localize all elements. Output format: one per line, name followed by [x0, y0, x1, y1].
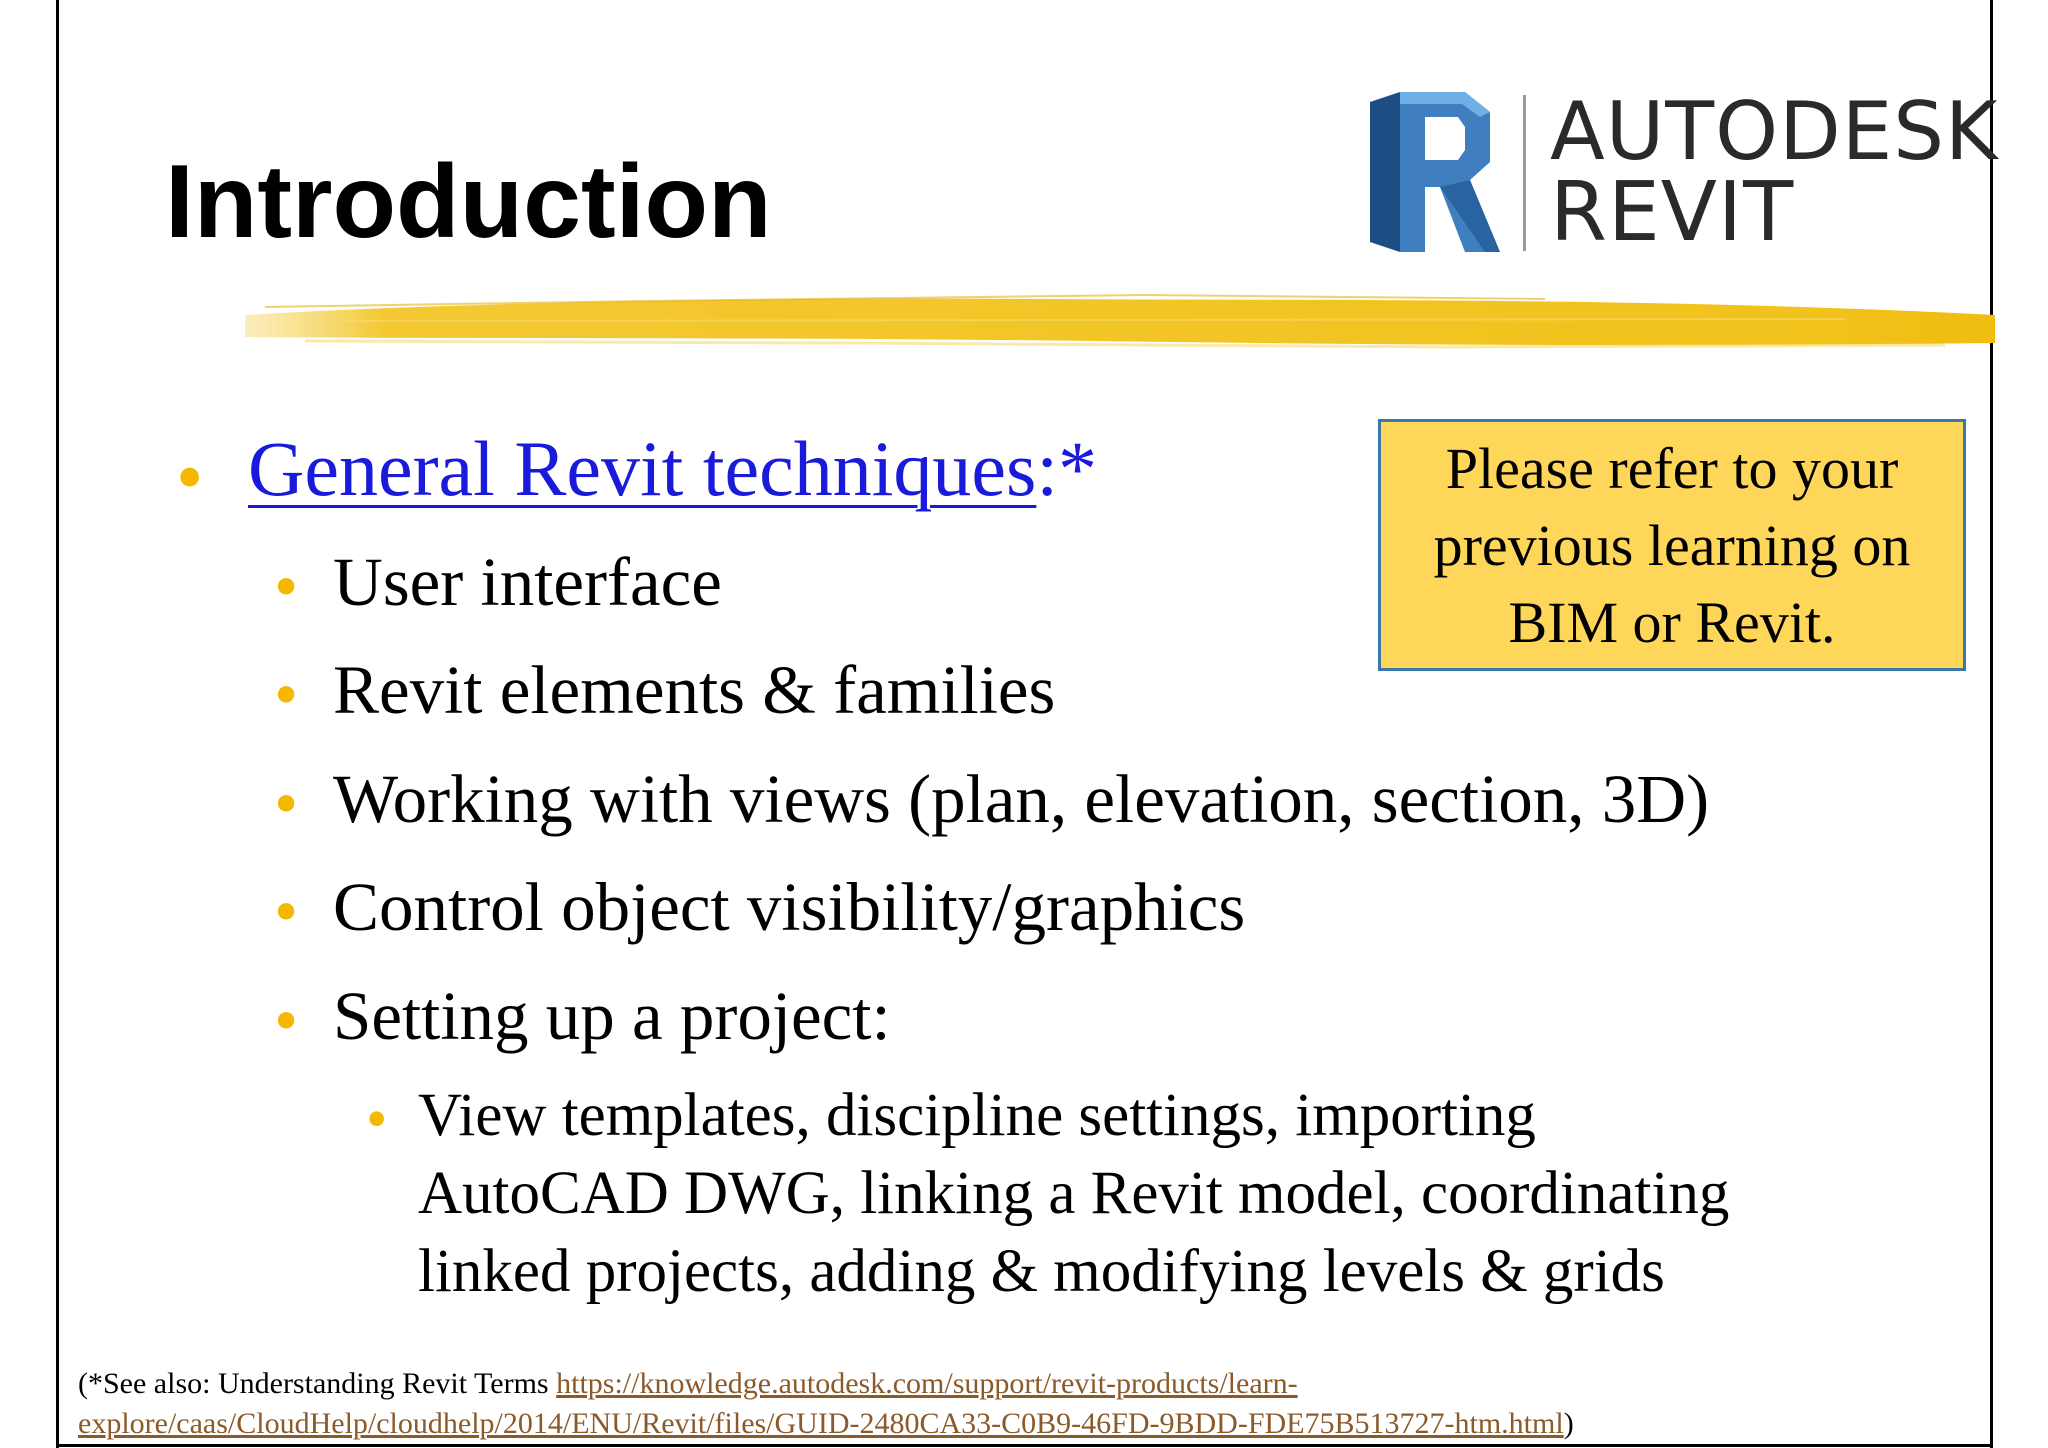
bullet-dot-icon: •: [274, 656, 299, 732]
slide-border-bottom: [56, 1444, 1993, 1447]
footnote-line-2: [78, 1404, 1574, 1444]
callout-line: BIM or Revit.: [1508, 589, 1836, 655]
footnote-prefix: (*See also: Understanding Revit Terms: [78, 1367, 557, 1400]
sub-sub-bullet-line: View templates, discipline settings, importing: [418, 1082, 1536, 1149]
bullet-dot-icon: •: [176, 433, 204, 520]
main-bullet: [248, 425, 1098, 512]
revit-logo-mark-icon: [1370, 92, 1510, 252]
slide-title: Introduction: [165, 144, 772, 260]
footnote-suffix: ): [1563, 1407, 1574, 1440]
sub-bullet-item: Control object visibility/graphics: [333, 869, 1246, 945]
sub-bullet-item: Revit elements & families: [333, 652, 1056, 728]
brush-stroke-underline: [245, 285, 1995, 365]
callout-line: previous learning on: [1433, 512, 1911, 578]
bullet-dot-icon: •: [274, 548, 299, 624]
logo-divider: [1523, 95, 1526, 251]
sub-bullet-item: Working with views (plan, elevation, section, 3D): [333, 761, 1710, 837]
general-revit-techniques-link[interactable]: General Revit techniques: [248, 425, 1037, 512]
main-bullet-suffix: :*: [1036, 425, 1098, 512]
sub-sub-bullet-line: linked projects, adding & modifying levels & grids: [418, 1238, 1665, 1305]
sub-bullet-item: User interface: [333, 544, 722, 620]
sub-sub-bullet-line: AutoCAD DWG, linking a Revit model, coordinating: [418, 1160, 1730, 1227]
slide-border-right: [1990, 0, 1993, 1448]
bullet-dot-icon: •: [366, 1086, 388, 1153]
logo-text-autodesk: AUTODESK: [1550, 85, 1999, 178]
bullet-dot-icon: •: [274, 873, 299, 949]
callout-line: Please refer to your: [1445, 435, 1899, 501]
footnote-url-link[interactable]: https://knowledge.autodesk.com/support/revit-products/learn-: [556, 1367, 1298, 1400]
bullet-dot-icon: •: [274, 982, 299, 1058]
footnote-line-1: [78, 1364, 1574, 1404]
slide-border-left: [56, 0, 59, 1448]
bullet-dot-icon: •: [274, 765, 299, 841]
logo-text-revit: REVIT: [1550, 165, 1795, 260]
footnote: [78, 1364, 1574, 1444]
sub-bullet-item: Setting up a project:: [333, 978, 891, 1054]
footnote-url-link-continued[interactable]: explore/caas/CloudHelp/cloudhelp/2014/ENU/Revit/files/GUID-2480CA33-C0B9-46FD-9BDD-FDE75B513727-htm.html: [78, 1407, 1564, 1440]
callout-box: [1378, 419, 1966, 671]
